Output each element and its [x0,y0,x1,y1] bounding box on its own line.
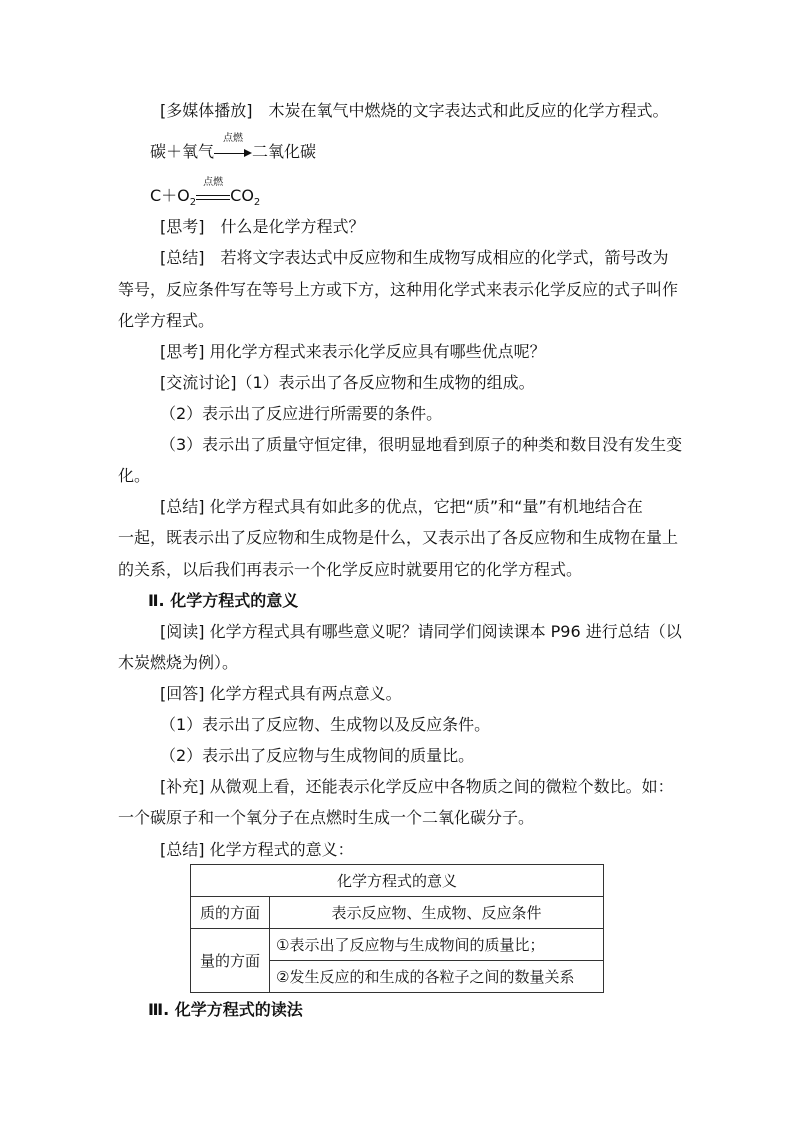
arrow-condition: 点燃 [223,133,244,144]
summary-1-line-1: [总结] 若将文字表达式中反应物和生成物写成相应的化学式，箭号改为 [160,248,669,267]
row-value-quality: 表示反应物、生成物、反应条件 [270,897,604,929]
discussion-2: （2）表示出了反应进行所需要的条件。 [160,404,443,423]
word-equation-reactants: 碳＋氧气 [150,142,215,161]
table-title: 化学方程式的意义 [191,865,604,897]
section-heading-2: Ⅱ. 化学方程式的意义 [148,591,299,610]
discussion-1: [交流讨论]（1）表示出了各反应物和生成物的组成。 [160,373,535,392]
summary-1-line-2: 等号，反应条件写在等号上方或下方，这种用化学式来表示化学反应的式子叫作 [118,280,679,299]
think-paragraph-2: [思考] 用化学方程式来表示化学反应具有哪些优点呢？ [160,342,546,361]
table-row [191,929,604,961]
summary-2-line-1: [总结] 化学方程式具有如此多的优点，它把“质”和“量”有机地结合在 [160,497,643,516]
summary-2-line-2: 一起，既表示出了反应物和生成物是什么，又表示出了各反应物和生成物在量上 [118,528,679,547]
row-label-quantity: 量的方面 [191,929,270,993]
word-equation [150,133,317,162]
answer-3: （2）表示出了反应物与生成物间的质量比。 [160,746,475,765]
row-value-quantity-2: ②发生反应的和生成的各粒子之间的数量关系 [270,961,604,993]
table-row [191,865,604,897]
reaction-arrow [214,133,252,162]
answer-2: （1）表示出了反应物、生成物以及反应条件。 [160,715,491,734]
supplement-line-2: 一个碳原子和一个氧分子在点燃时生成一个二氧化碳分子。 [118,808,535,827]
multimedia-paragraph: [多媒体播放] 木炭在氧气中燃烧的文字表达式和此反应的化学方程式。 [160,101,669,120]
row-value-quantity-1: ①表示出了反应物与生成物间的质量比； [270,929,604,961]
chem-equation-reactants: $C+O_2$ [150,186,197,209]
supplement-line-1: [补充] 从微观上看，还能表示化学反应中各物质之间的微粒个数比。如： [160,777,674,796]
summary-2-line-3: 的关系，以后我们再表示一个化学反应时就要用它的化学方程式。 [118,560,583,579]
discussion-3-line-2: 化。 [118,466,151,485]
summary-1-line-3: 化学方程式。 [118,311,215,330]
reading-line-2: 木炭燃烧为例）。 [118,653,239,672]
discussion-3-line-1: （3）表示出了质量守恒定律，很明显地看到原子的种类和数目没有发生变 [160,435,683,454]
summary-3: [总结] 化学方程式的意义： [160,840,354,859]
section-heading-3: Ⅲ. 化学方程式的读法 [148,1000,303,1019]
row-label-quality: 质的方面 [191,897,270,929]
equation-condition: 点燃 [203,177,224,188]
table-row [191,897,604,929]
equals-sign [196,177,230,206]
meaning-table [190,864,604,993]
answer-1: [回答] 化学方程式具有两点意义。 [160,684,402,703]
reading-line-1: [阅读] 化学方程式具有哪些意义呢？请同学们阅读课本 P96 进行总结（以 [160,622,682,641]
chemical-equation [150,177,261,209]
think-paragraph-1: [思考] 什么是化学方程式？ [160,217,365,236]
chem-equation-product: $CO_2$ [230,186,261,209]
word-equation-product: 二氧化碳 [252,142,317,161]
